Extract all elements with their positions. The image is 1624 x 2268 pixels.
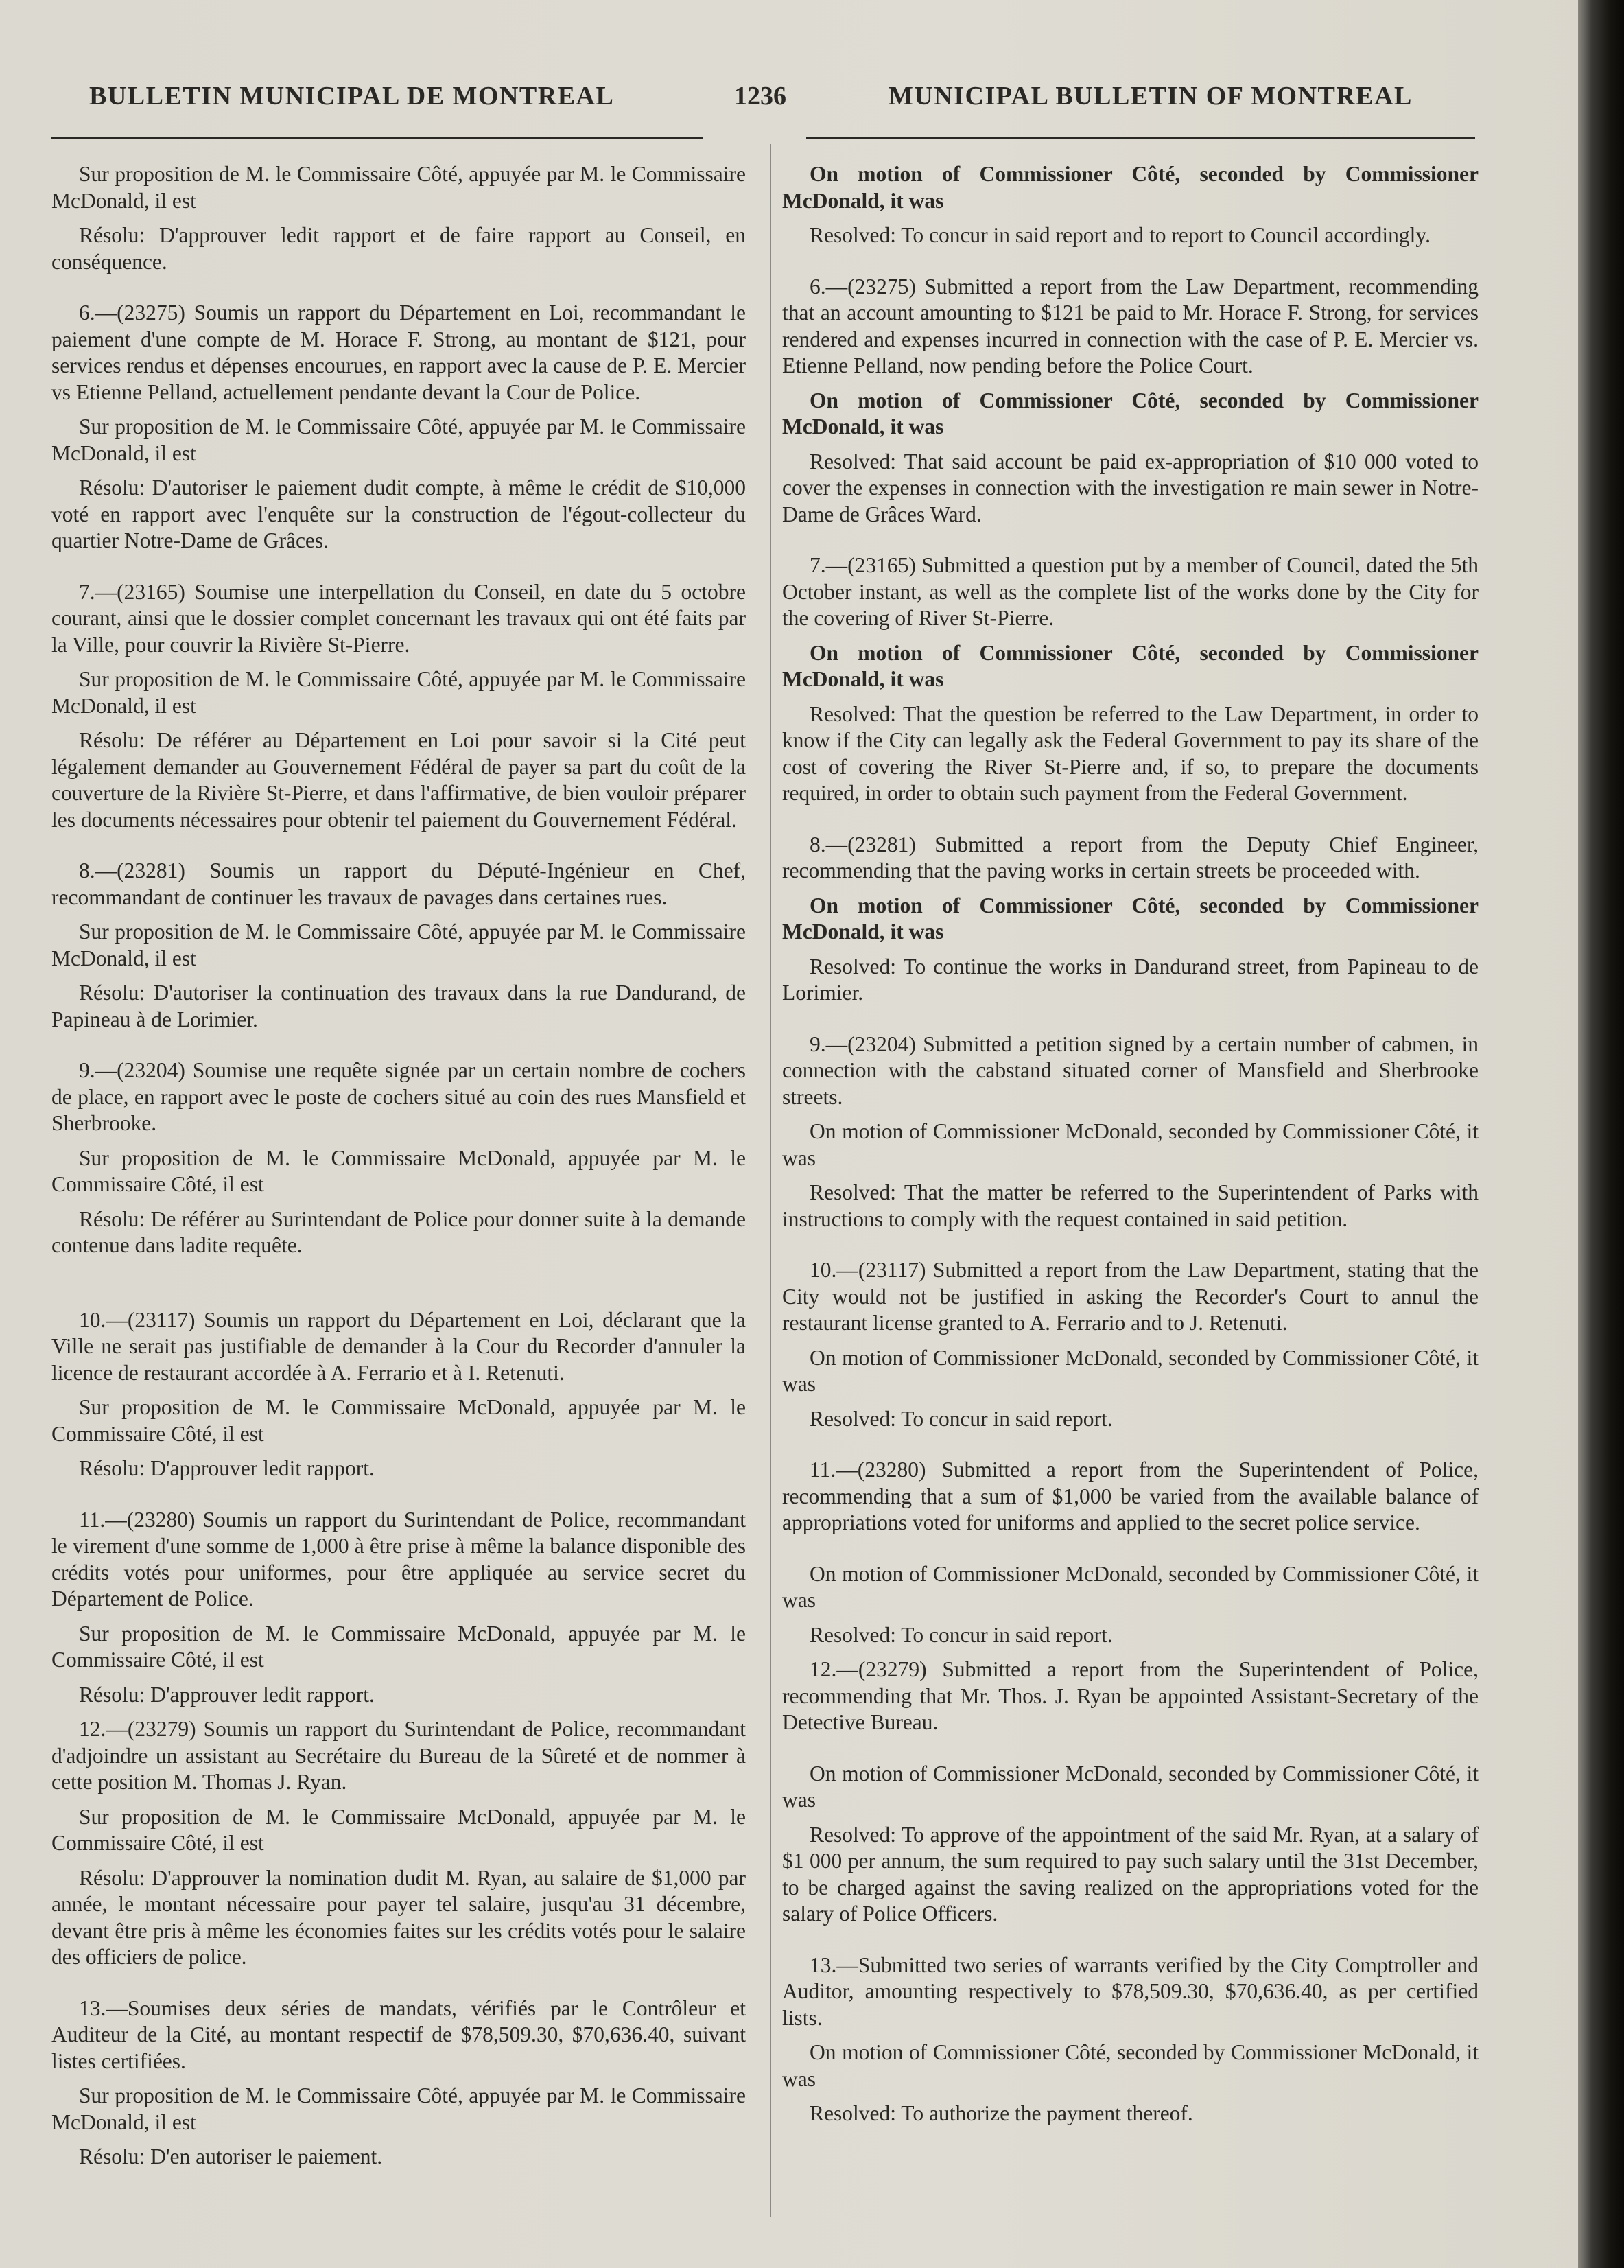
paragraph: Résolu: D'autoriser la continuation des travaux dans la rue Dandurand, de Papineau à de Lorimier. — [51, 981, 746, 1031]
paragraph: Sur proposition de M. le Commissaire McDonald, appuyée par M. le Commissaire Côté, il est — [51, 1145, 746, 1196]
paragraph: 8.—(23281) Soumis un rapport du Député-Ingénieur en Chef, recommandant de continuer les travaux de pavages dans certaines rues. — [51, 858, 746, 909]
paragraph: Résolu: De référer au Département en Loi pour savoir si la Cité peut légalement demander au Gouvernement Fédéral de payer sa part du coût de la couverture de la Rivière St-Pierre, et dans l'affirmative, de bien vouloir préparer les documents nécessaires pour obtenir tel paiement du Gouvernement Fédéral. — [51, 728, 746, 832]
paragraph: Resolved: To approve of the appointment of the said Mr. Ryan, at a salary of $1 000 per annum, the sum required to pay such salary until the 31st December, to be charged against the saving realized on the appropriations voted for the salary of Police Officers. — [782, 1822, 1479, 1926]
paragraph: Resolved: That the matter be referred to the Superintendent of Parks with instructions to comply with the request contained in said petition. — [782, 1180, 1479, 1231]
paragraph: Sur proposition de M. le Commissaire Côté, appuyée par M. le Commissaire McDonald, il est — [51, 2083, 746, 2134]
paragraph: Resolved: That said account be paid ex-appropriation of $10 000 voted to cover the expenses in connection with the investigation re main sewer in Notre-Dame de Grâces Ward. — [782, 449, 1479, 526]
paragraph: 12.—(23279) Soumis un rapport du Surintendant de Police, recommandant d'adjoindre un assistant au Secrétaire du Bureau de la Sûreté et de nommer à cette position M. Thomas J. Ryan. — [51, 1717, 746, 1794]
book-binding-edge — [1578, 0, 1624, 2268]
paragraph: 13.—Soumises deux séries de mandats, vérifiés par le Contrôleur et Auditeur de la Cité, au montant respectif de $78,509.30, $70,636.40, suivant listes certifiées. — [51, 1996, 746, 2073]
paragraph: On motion of Commissioner McDonald, seconded by Commissioner Côté, it was — [782, 1119, 1479, 1170]
paragraph: Resolved: To concur in said report. — [810, 1406, 1113, 1431]
paragraph: Sur proposition de M. le Commissaire Côté, appuyée par M. le Commissaire McDonald, il est — [51, 667, 746, 718]
paragraph: Resolved: To authorize the payment thereof. — [810, 2101, 1193, 2125]
paragraph: 6.—(23275) Soumis un rapport du Département en Loi, recommandant le paiement d'une compte de M. Horace F. Strong, au montant de $121, pour services rendus et dépenses encourues, en rapport avec la cause de P. E. Mercier vs Etienne Pelland, actuellement pendante devant la Cour de Police. — [51, 301, 746, 404]
paragraph: Resolved: To continue the works in Dandurand street, from Papineau to de Lorimier. — [782, 954, 1479, 1005]
paragraph: 7.—(23165) Soumise une interpellation du Conseil, en date du 5 octobre courant, ainsi que le dossier complet concernant les travaux qui ont été faits par la Ville, pour couvrir la Rivière St-Pierre. — [51, 579, 746, 657]
paragraph: Sur proposition de M. le Commissaire Côté, appuyée par M. le Commissaire McDonald, il est — [51, 920, 746, 970]
paragraph: Sur proposition de M. le Commissaire McDonald, appuyée par M. le Commissaire Côté, il est — [51, 1395, 746, 1446]
paragraph: 13.—Submitted two series of warrants verified by the City Comptroller and Auditor, amounting respectively to $78,509.30, $70,636.40, as per certified lists. — [782, 1952, 1479, 2030]
header-rule-right — [806, 137, 1475, 139]
paragraph: Sur proposition de M. le Commissaire Côté, appuyée par M. le Commissaire McDonald, il est — [51, 414, 746, 465]
column-divider — [770, 144, 771, 2217]
header-title-french: BULLETIN MUNICIPAL DE MONTREAL — [89, 82, 615, 110]
paragraph: Resolved: That the question be referred to the Law Department, in order to know if the City can legally ask the Federal Government to pay its share of the cost of covering the River St-Pierre and, if so, to prepare the documents required, in order to obtain such payment from the Federal Government. — [782, 701, 1479, 805]
paragraph: On motion of Commissioner Côté, seconded by Commissioner McDonald, it was — [782, 640, 1479, 691]
page-number: 1236 — [734, 82, 786, 110]
page-header — [0, 81, 1624, 122]
paragraph: Sur proposition de M. le Commissaire McDonald, appuyée par M. le Commissaire Côté, il est — [51, 1621, 746, 1672]
paragraph: On motion of Commissioner Côté, seconded by Commissioner McDonald, it was — [782, 162, 1479, 213]
paragraph: 10.—(23117) Submitted a report from the Law Department, stating that the City would not be justified in asking the Recorder's Court to annul the restaurant license granted to A. Ferrario and to J. Retenuti. — [782, 1258, 1479, 1335]
paragraph: On motion of Commissioner Côté, seconded by Commissioner McDonald, it was — [782, 893, 1479, 944]
paragraph: On motion of Commissioner McDonald, seconded by Commissioner Côté, it was — [782, 1761, 1479, 1812]
paragraph: Résolu: D'en autoriser le paiement. — [79, 2144, 383, 2168]
paragraph: Résolu: D'approuver ledit rapport. — [79, 1456, 375, 1480]
header-title-english: MUNICIPAL BULLETIN OF MONTREAL — [889, 82, 1413, 110]
paragraph: Résolu: D'autoriser le paiement dudit compte, à même le crédit de $10,000 voté en rapport avec l'enquête sur la construction de l'égout-collecteur du quartier Notre-Dame de Grâces. — [51, 476, 746, 552]
paragraph: Résolu: De référer au Surintendant de Police pour donner suite à la demande contenue dans ladite requête. — [51, 1206, 746, 1257]
paragraph: On motion of Commissioner Côté, seconded by Commissioner McDonald, it was — [782, 388, 1479, 439]
paragraph: 7.—(23165) Submitted a question put by a member of Council, dated the 5th October instant, as well as the complete list of the works done by the City for the covering of River St-Pierre. — [782, 553, 1479, 630]
paragraph: 9.—(23204) Soumise une requête signée par un certain nombre de cochers de place, en rapport avec le poste de cochers situé au coin des rues Mansfield et Sherbrooke. — [51, 1058, 746, 1135]
paragraph: 9.—(23204) Submitted a petition signed by a certain number of cabmen, in connection with the cabstand situated corner of Mansfield and Sherbrooke streets. — [782, 1031, 1479, 1109]
paragraph: 10.—(23117) Soumis un rapport du Département en Loi, déclarant que la Ville ne serait pas justifiable de demander à la Cour du Recorder d'annuler la licence de restaurant accordée à A. Ferrario et à I. Retenuti. — [51, 1307, 746, 1385]
paragraph: 11.—(23280) Soumis un rapport du Surintendant de Police, recommandant le virement d'une somme de 1,000 à être prise à même la balance disponible des crédits votés pour uniformes, pour être appliquée au service secret du Département de Police. — [51, 1507, 746, 1611]
paragraph: On motion of Commissioner McDonald, seconded by Commissioner Côté, it was — [782, 1561, 1479, 1612]
paragraph: On motion of Commissioner McDonald, seconded by Commissioner Côté, it was — [782, 1345, 1479, 1396]
paragraph: Sur proposition de M. le Commissaire McDonald, appuyée par M. le Commissaire Côté, il est — [51, 1804, 746, 1855]
french-column — [51, 161, 746, 2179]
paragraph: 8.—(23281) Submitted a report from the Deputy Chief Engineer, recommending that the paving works in certain streets be proceeded with. — [782, 832, 1479, 882]
paragraph: 11.—(23280) Submitted a report from the Superintendent of Police, recommending that a sum of $1,000 be varied from the available balance of appropriations voted for uniforms and applied to the secret police service. — [782, 1458, 1479, 1534]
paragraph: On motion of Commissioner Côté, seconded by Commissioner McDonald, it was — [782, 2040, 1479, 2091]
paragraph: Résolu: D'approuver ledit rapport. — [79, 1682, 375, 1707]
paragraph: Résolu: D'approuver ledit rapport et de faire rapport au Conseil, en conséquence. — [51, 223, 746, 274]
english-column — [782, 161, 1479, 2136]
header-rule-left — [51, 137, 703, 139]
paragraph: 6.—(23275) Submitted a report from the Law Department, recommending that an account amounting to $121 be paid to Mr. Horace F. Strong, for services rendered and expenses incurred in connection with the case of P. E. Mercier vs. Etienne Pelland, now pending before the Police Court. — [782, 274, 1479, 377]
paragraph: Sur proposition de M. le Commissaire Côté, appuyée par M. le Commissaire McDonald, il est — [51, 162, 746, 213]
paragraph: Résolu: D'approuver la nomination dudit M. Ryan, au salaire de $1,000 par année, le montant nécessaire pour payer tel salaire, jusqu'au 31 décembre, devant être pris à même les économies faites sur les crédits votés pour le salaire des officiers de police. — [51, 1865, 746, 1969]
paragraph: Resolved: To concur in said report and to report to Council accordingly. — [810, 223, 1431, 247]
paragraph: Resolved: To concur in said report. — [810, 1622, 1113, 1647]
paragraph: 12.—(23279) Submitted a report from the Superintendent of Police, recommending that Mr. Thos. J. Ryan be appointed Assistant-Secretary of the Detective Bureau. — [782, 1657, 1479, 1734]
